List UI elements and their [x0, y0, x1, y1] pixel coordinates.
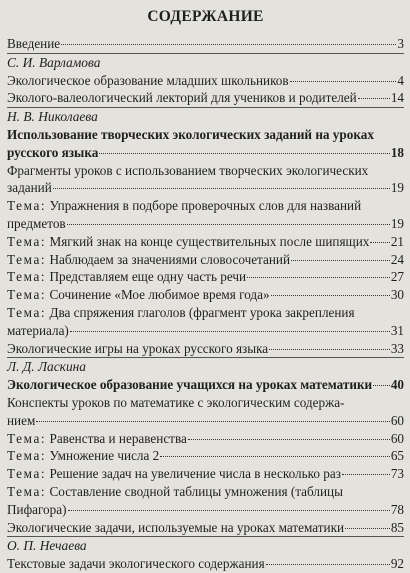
tema-label: Тема:	[7, 304, 47, 320]
page-number: 19	[390, 215, 404, 231]
section-heading-line1[interactable]: Использование творческих экологических заданий на уроках	[7, 126, 374, 142]
entry-text: Упражнения в подборе проверочных слов для названий	[46, 198, 362, 214]
tema-label: Тема:	[7, 233, 47, 249]
leader-dots	[271, 295, 390, 296]
leader-dots	[266, 564, 390, 565]
entry-text: Текстовые задачи экологического содержания	[7, 556, 265, 572]
page-number: 40	[390, 377, 404, 393]
toc-entry[interactable]	[7, 233, 404, 251]
page-number: 60	[390, 430, 404, 446]
leader-dots	[160, 456, 390, 457]
page-number: 19	[390, 180, 404, 196]
toc-entry[interactable]	[7, 340, 404, 358]
leader-dots	[70, 331, 390, 332]
leader-dots	[290, 81, 397, 82]
toc-entry[interactable]	[7, 72, 404, 90]
entry-text: заданий	[7, 180, 52, 196]
entry-text: Наблюдаем за значениями словосочетаний	[46, 251, 291, 267]
tema-label: Тема:	[7, 430, 47, 446]
leader-dots	[61, 44, 396, 45]
toc-entry[interactable]	[7, 465, 404, 483]
leader-dots	[291, 260, 390, 261]
entry-text: Эколого-валеологический лекторий для учеников и родителей	[7, 90, 357, 106]
toc-entry[interactable]	[7, 447, 404, 465]
page-number: 24	[390, 251, 404, 267]
toc-entry[interactable]	[7, 412, 404, 430]
toc-entry[interactable]	[7, 430, 404, 448]
toc-title: СОДЕРЖАНИЕ	[147, 8, 264, 25]
section-author: Н. В. Николаева	[7, 109, 98, 125]
page-number: 3	[397, 36, 404, 51]
entry-text: Пифагора)	[7, 501, 67, 517]
entry-text: Равенства и неравенства	[46, 430, 187, 446]
page-number: 27	[390, 269, 404, 285]
entry-text: Экологические задачи, используемые на уроках математики	[7, 519, 345, 535]
leader-dots	[345, 528, 390, 529]
entry-text: Два спряжения глаголов (фрагмент урока закрепления	[46, 304, 355, 320]
toc-entry[interactable]	[7, 555, 404, 573]
leader-dots	[370, 242, 389, 243]
page-number: 73	[390, 466, 404, 482]
leader-dots	[269, 349, 390, 350]
entry-text: русского языка	[7, 144, 99, 160]
toc-entry[interactable]	[7, 286, 404, 304]
leader-dots	[188, 439, 390, 440]
tema-label: Тема:	[7, 269, 47, 285]
section-author: С. И. Варламова	[7, 54, 101, 70]
entry-text: Экологическое образование учащихся на уроках математики	[7, 377, 373, 393]
page-number: 18	[390, 144, 404, 160]
page-number: 65	[390, 448, 404, 464]
toc-entry[interactable]	[7, 215, 404, 233]
section-heading[interactable]	[7, 144, 404, 162]
entry-text: Экологические игры на уроках русского языка	[7, 340, 269, 356]
tema-label: Тема:	[7, 287, 47, 303]
entry-text: Умножение числа 2	[46, 448, 160, 464]
toc-entry-line1[interactable]	[7, 483, 404, 501]
leader-dots	[373, 385, 390, 386]
entry-text: Представляем еще одну часть речи	[46, 269, 247, 285]
page-number: 30	[390, 287, 404, 303]
entry-text: Составление сводной таблицы умножения (таблицы	[46, 483, 343, 499]
entry-text: предметов	[7, 215, 66, 231]
entry-text: Решение задач на увеличение числа в несколько раз	[46, 466, 341, 482]
tema-label: Тема:	[7, 448, 47, 464]
toc-entry-line1[interactable]	[7, 304, 404, 322]
toc-entry-line1[interactable]	[7, 197, 404, 215]
page-number: 14	[390, 90, 404, 106]
page-number: 31	[390, 322, 404, 338]
section-author: О. П. Нечаева	[7, 538, 87, 554]
tema-label: Тема:	[7, 466, 47, 482]
toc-entry-line1[interactable]: Конспекты уроков по математике с экологическим содержа-	[7, 394, 345, 410]
toc-entry[interactable]	[7, 501, 404, 519]
leader-dots	[99, 153, 389, 154]
toc-entry[interactable]	[7, 89, 404, 107]
page-number: 85	[390, 519, 404, 535]
entry-text: Сочинение «Мое любимое время года»	[46, 287, 270, 303]
toc-entry[interactable]	[7, 251, 404, 269]
tema-label: Тема:	[7, 483, 47, 499]
toc-entry[interactable]	[7, 519, 404, 537]
page-number: 33	[390, 340, 404, 356]
leader-dots	[358, 98, 390, 99]
entry-text: Введение	[7, 36, 61, 51]
tema-label: Тема:	[7, 198, 47, 214]
page-number: 78	[390, 501, 404, 517]
toc-entry[interactable]	[7, 322, 404, 340]
entry-text: нием	[7, 412, 36, 428]
leader-dots	[68, 510, 390, 511]
toc-entry-intro[interactable]	[7, 35, 404, 53]
toc-entry[interactable]	[7, 268, 404, 286]
leader-dots	[67, 224, 390, 225]
section-author: Л. Д. Ласкина	[7, 359, 86, 375]
toc-entry[interactable]	[7, 179, 404, 197]
tema-label: Тема:	[7, 251, 47, 267]
page-number: 21	[390, 233, 404, 249]
toc-entry-line1[interactable]: Фрагменты уроков с использованием творческих экологических	[7, 162, 369, 178]
leader-dots	[247, 277, 390, 278]
section-heading[interactable]	[7, 376, 404, 394]
leader-dots	[342, 474, 390, 475]
page-number: 92	[390, 556, 404, 572]
entry-text: Мягкий знак на конце существительных после шипящих	[46, 233, 370, 249]
entry-text: материала)	[7, 322, 69, 338]
leader-dots	[36, 421, 389, 422]
page-number: 4	[397, 72, 404, 88]
page-number: 60	[390, 412, 404, 428]
leader-dots	[53, 188, 390, 189]
entry-text: Экологическое образование младших школьников	[7, 72, 289, 88]
